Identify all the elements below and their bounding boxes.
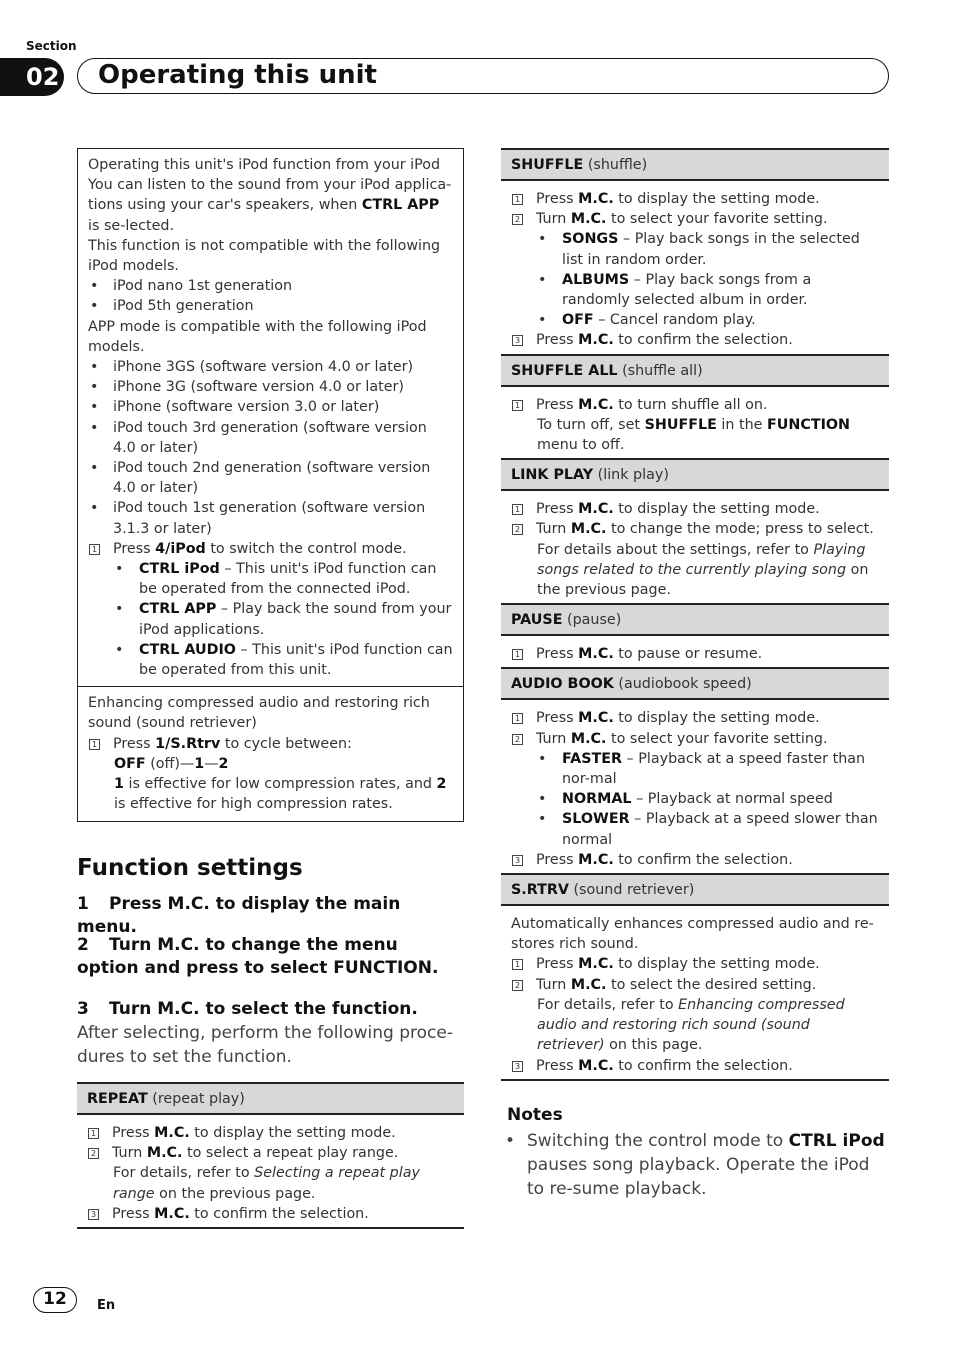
step-item: 2 Turn M.C. to change the mode; press to select. bbox=[511, 519, 879, 539]
repeat-setting bbox=[77, 1082, 464, 1229]
list-item: • iPod touch 3rd generation (software version 4.0 or later) bbox=[90, 419, 427, 456]
list-item: • iPhone 3GS (software version 4.0 or later) bbox=[90, 359, 414, 376]
step-item: 3 Press M.C. to confirm the selection. bbox=[511, 330, 879, 350]
list-item: • CTRL AUDIO – This unit's iPod function can be operated from this unit. bbox=[115, 641, 453, 679]
retriever-cycle: OFF (off)—1—2 bbox=[114, 755, 229, 772]
list-item: • iPod 5th generation bbox=[90, 298, 254, 315]
list-item: • CTRL APP – Play back the sound from your iPod applications. bbox=[115, 601, 452, 638]
step-number-icon: 1 bbox=[512, 959, 523, 970]
setting-header-audio-book: AUDIO BOOK (audiobook speed) bbox=[501, 667, 889, 700]
function-step-3: 3 Turn M.C. to select the function. bbox=[77, 999, 418, 1019]
setting-header-link-play: LINK PLAY (link play) bbox=[501, 458, 889, 491]
srtrv-intro: Automatically enhances compressed audio and re-stores rich sound. bbox=[511, 916, 874, 953]
ipod-function-intro: You can listen to the sound from your iPod applica-tions using your car's speakers, when CTRL APP is se-lected. bbox=[88, 177, 452, 234]
list-item: • iPhone (software version 3.0 or later) bbox=[90, 399, 380, 416]
list-item: • NORMAL – Playback at normal speed bbox=[538, 791, 833, 808]
function-settings-note: After selecting, perform the following proce-dures to set the function. bbox=[77, 1023, 453, 1067]
setting-header-repeat: REPEAT (repeat play) bbox=[77, 1082, 464, 1115]
sound-retriever-heading: Enhancing compressed audio and restoring rich sound (sound retriever) bbox=[88, 695, 430, 732]
list-item: • OFF – Cancel random play. bbox=[538, 312, 756, 329]
setting-body-audio-book bbox=[501, 700, 889, 873]
list-item: • SONGS – Play back songs in the selected list in random order. bbox=[538, 231, 860, 268]
step-item: 2 Turn M.C. to select the desired setting. bbox=[511, 975, 879, 995]
step-item: 3 Press M.C. to confirm the selection. bbox=[87, 1204, 454, 1224]
step-item: 2 Turn M.C. to select your favorite setting. bbox=[511, 729, 879, 749]
list-item: • CTRL iPod – This unit's iPod function can be operated from the connected iPod. bbox=[115, 561, 437, 598]
list-item: • iPod nano 1st generation bbox=[90, 278, 293, 295]
step-number-icon: 2 bbox=[512, 980, 523, 991]
step-item: 1 Press 1/S.Rtrv to cycle between: bbox=[88, 734, 453, 754]
shuffle-all-off-note: To turn off, set SHUFFLE in the FUNCTION menu to off. bbox=[537, 416, 851, 454]
list-item: • FASTER – Playback at a speed faster than nor-mal bbox=[538, 750, 866, 788]
notes-item: • Switching the control mode to CTRL iPod pauses song playback. Operate the iPod to re-sume playback. bbox=[505, 1130, 885, 1199]
list-item: • ALBUMS – Play back songs from a randomly selected album in order. bbox=[538, 271, 812, 309]
setting-header-pause: PAUSE (pause) bbox=[501, 603, 889, 636]
step-number-icon: 2 bbox=[512, 214, 523, 225]
step-item: 1 Press M.C. to display the setting mode. bbox=[511, 954, 879, 974]
left-column bbox=[77, 148, 464, 822]
step-number-icon: 2 bbox=[88, 1148, 99, 1159]
retriever-effect: 1 is effective for low compression rates, and 2 is effective for high compression rates. bbox=[114, 776, 447, 813]
step-number-icon: 1 bbox=[512, 194, 523, 205]
function-step-1: 1 Press M.C. to display the main menu. bbox=[77, 894, 401, 937]
list-item: • iPod touch 2nd generation (software version 4.0 or later) bbox=[90, 460, 431, 497]
function-settings-heading: Function settings bbox=[77, 855, 303, 881]
list-item: • iPhone 3G (software version 4.0 or later) bbox=[90, 379, 404, 396]
step-item: 3 Press M.C. to confirm the selection. bbox=[511, 1056, 879, 1076]
page-number: 12 bbox=[33, 1287, 77, 1313]
step-number-icon: 1 bbox=[89, 739, 100, 750]
list-item: • SLOWER – Playback at a speed slower than normal bbox=[538, 811, 878, 848]
step-number-icon: 1 bbox=[88, 1128, 99, 1139]
repeat-details: For details, refer to Selecting a repeat play range on the previous page. bbox=[113, 1165, 420, 1202]
step-number-icon: 2 bbox=[512, 524, 523, 535]
setting-body-srtrv bbox=[501, 906, 889, 1081]
srtrv-details: For details, refer to Enhancing compressed audio and restoring rich sound (sound retriever) on this page. bbox=[537, 996, 845, 1054]
step-number-icon: 1 bbox=[512, 504, 523, 515]
step-item: 1 Press M.C. to turn shuffle all on. bbox=[511, 395, 879, 415]
step-item: 1 Press M.C. to pause or resume. bbox=[511, 644, 879, 664]
setting-header-srtrv: S.RTRV (sound retriever) bbox=[501, 873, 889, 906]
section-label: Section bbox=[26, 39, 77, 53]
function-step-2: 2 Turn M.C. to change the menu option and press to select FUNCTION. bbox=[77, 935, 439, 978]
link-play-details: For details about the settings, refer to Playing songs related to the currently playing song on the previous page. bbox=[537, 541, 869, 599]
setting-header-shuffle: SHUFFLE (shuffle) bbox=[501, 148, 889, 181]
step-item: 2 Turn M.C. to select a repeat play range. bbox=[87, 1143, 454, 1163]
sound-retriever-section bbox=[78, 686, 463, 820]
setting-body-shuffle bbox=[501, 181, 889, 354]
language-label: En bbox=[97, 1298, 116, 1313]
step-item: 1 Press M.C. to display the setting mode. bbox=[511, 189, 879, 209]
list-item: • iPod touch 1st generation (software version 3.1.3 or later) bbox=[90, 500, 426, 537]
not-compatible-text: This function is not compatible with the following iPod models. bbox=[88, 237, 441, 275]
step-number-icon: 3 bbox=[512, 1061, 523, 1072]
notes-heading: Notes bbox=[507, 1104, 563, 1125]
step-item: 1 Press M.C. to display the setting mode. bbox=[511, 708, 879, 728]
setting-header-shuffle-all: SHUFFLE ALL (shuffle all) bbox=[501, 354, 889, 387]
right-column bbox=[501, 148, 889, 1201]
step-number-icon: 3 bbox=[512, 335, 523, 346]
step-number-icon: 3 bbox=[512, 855, 523, 866]
step-number-icon: 1 bbox=[512, 649, 523, 660]
step-item: 1 Press 4/iPod to switch the control mode. bbox=[88, 539, 453, 559]
step-number-icon: 2 bbox=[512, 734, 523, 745]
ipod-function-heading: Operating this unit's iPod function from your iPod bbox=[88, 157, 441, 173]
setting-body-pause bbox=[501, 636, 889, 667]
setting-body-link-play bbox=[501, 491, 889, 603]
step-item: 1 Press M.C. to display the setting mode. bbox=[87, 1123, 454, 1143]
app-compatible-text: APP mode is compatible with the following iPod models. bbox=[88, 318, 427, 355]
section-number-badge: 02 bbox=[0, 58, 64, 96]
page-title: Operating this unit bbox=[77, 58, 889, 94]
step-item: 2 Turn M.C. to select your favorite setting. bbox=[511, 209, 879, 229]
setting-body-shuffle-all bbox=[501, 387, 889, 459]
step-item: 3 Press M.C. to confirm the selection. bbox=[511, 850, 879, 870]
step-number-icon: 1 bbox=[89, 544, 100, 555]
ipod-info-box bbox=[77, 148, 464, 822]
step-number-icon: 3 bbox=[88, 1209, 99, 1220]
step-number-icon: 1 bbox=[512, 400, 523, 411]
step-item: 1 Press M.C. to display the setting mode. bbox=[511, 499, 879, 519]
setting-body-repeat bbox=[77, 1115, 464, 1229]
ipod-function-section bbox=[78, 149, 463, 686]
step-number-icon: 1 bbox=[512, 713, 523, 724]
